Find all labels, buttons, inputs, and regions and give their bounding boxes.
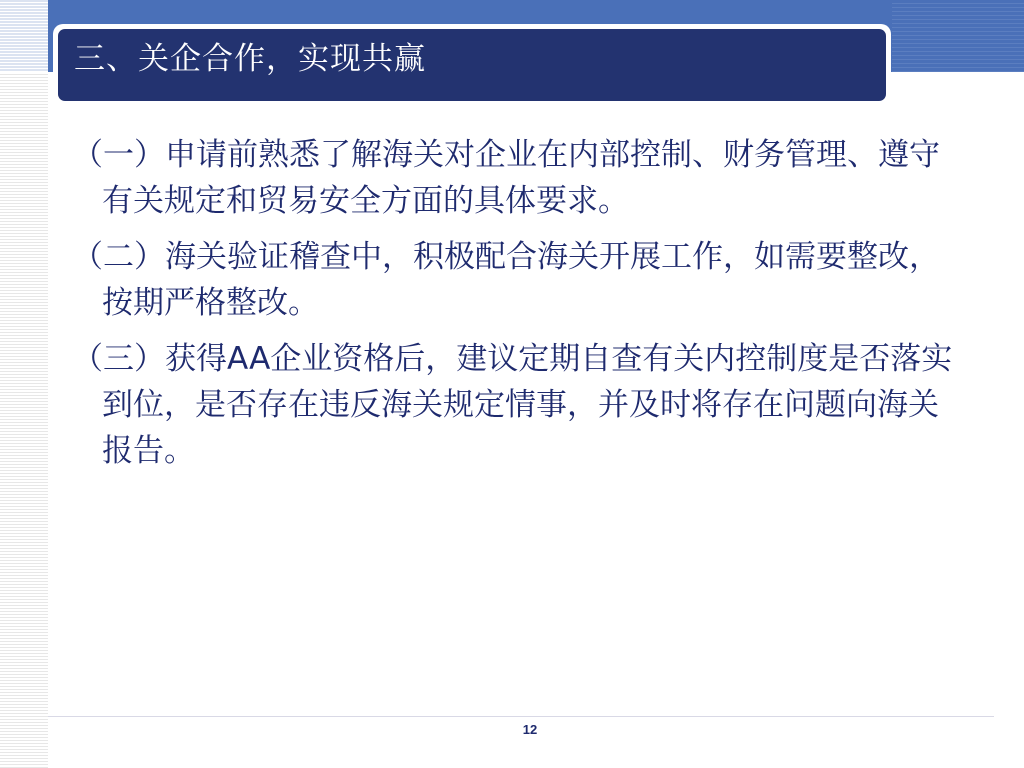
- header-stripe-decoration: [892, 0, 1024, 72]
- paragraph-2: （二）海关验证稽查中，积极配合海关开展工作，如需要整改，按期严格整改。: [72, 239, 940, 321]
- slide-title: 三、关企合作，实现共赢: [74, 41, 426, 77]
- page-number: 12: [522, 722, 538, 737]
- left-band-top-accent: [0, 0, 48, 72]
- content-body: [72, 132, 962, 484]
- left-striped-band: [0, 0, 48, 768]
- paragraph-3: （三）获得AA企业资格后，建议定期自查有关内控制度是否落实到位，是否存在违反海关规定情事，并及时将存在问题向海关报告。: [72, 341, 953, 469]
- paragraph-1: （一）申请前熟悉了解海关对企业在内部控制、财务管理、遵守有关规定和贸易安全方面的具体要求。: [72, 137, 940, 219]
- title-box: [58, 29, 886, 101]
- footer-divider: [48, 716, 994, 717]
